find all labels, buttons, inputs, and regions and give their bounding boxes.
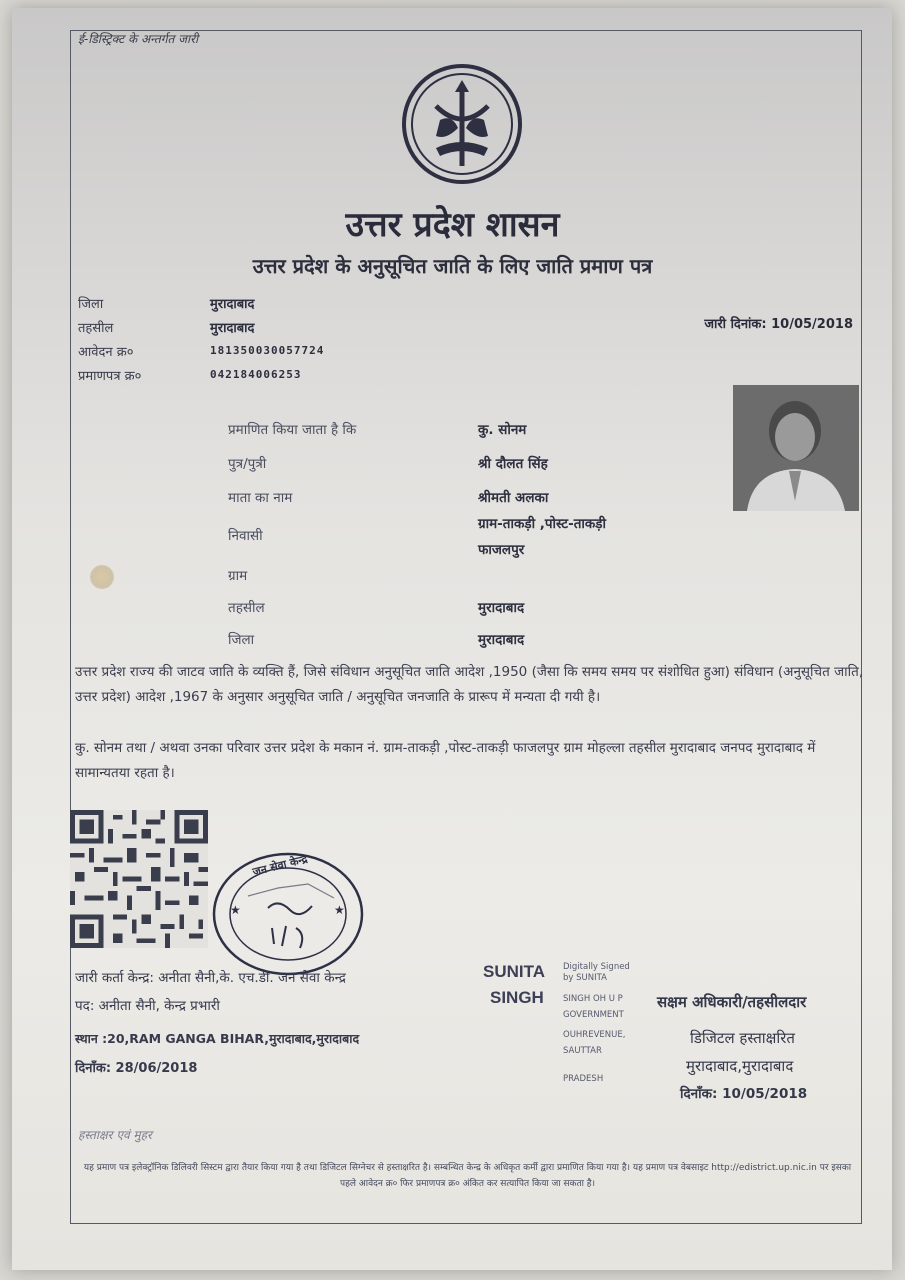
- field-label-tehsil: तहसील: [228, 600, 265, 616]
- field-label-certified: प्रमाणित किया जाता है कि: [228, 422, 357, 438]
- seal-text: जन सेवा केन्द्र: [251, 852, 309, 879]
- field-value-father: श्री दौलत सिंह: [478, 456, 548, 472]
- field-label-district: जिला: [228, 632, 255, 648]
- verification-qr-code: [70, 810, 208, 948]
- digital-sign-detail-1: Digitally Signed: [563, 962, 630, 972]
- issuer-post: पद: अनीता सैनी, केन्द्र प्रभारी: [75, 998, 220, 1014]
- digital-sign-detail-4: GOVERNMENT: [563, 1010, 624, 1020]
- field-label-village: ग्राम: [228, 568, 248, 584]
- meta-label-district: जिला: [78, 297, 104, 312]
- field-label-resident: निवासी: [228, 528, 263, 544]
- meta-value-certificate-no: 042184006253: [210, 368, 302, 381]
- svg-text:★: ★: [334, 903, 345, 917]
- digital-signer-last-name: SINGH: [490, 988, 544, 1007]
- meta-value-application-no: 181350030057724: [210, 344, 325, 357]
- meta-label-certificate-no: प्रमाणपत्र क्र०: [78, 369, 142, 384]
- signature-and-seal-label: हस्ताक्षर एवं मुहर: [78, 1128, 152, 1142]
- meta-value-district: मुरादाबाद: [210, 297, 255, 312]
- up-government-emblem: [400, 62, 524, 186]
- digital-sign-detail-7: PRADESH: [563, 1074, 604, 1084]
- verification-footer: यह प्रमाण पत्र इलेक्ट्रॉनिक डिलिवरी सिस्टम द्वारा तैयार किया गया है तथा डिजिटल सिग्नेचर से हस्ताक्षरित है। सम्बन्धित केन्द्र के अधिकृत कर्मी द्वारा प्रमाणित किया गया है। यह प्रमाण पत्र वेबसाइट http://edistrict.up.nic.in पर इसका पहले आवेदन क्र० फिर प्रमाणपत्र क्र० अंकित कर सत्यापित किया जा सकता है।: [83, 1163, 852, 1189]
- issuing-center: जारी कर्ता केन्द्र: अनीता सैनी,के. एच.डी. जन सेवा केन्द्र: [75, 970, 346, 986]
- field-value-name: कु. सोनम: [478, 422, 527, 438]
- meta-label-tehsil: तहसील: [78, 321, 114, 336]
- authority-place: मुरादाबाद,मुरादाबाद: [686, 1057, 794, 1075]
- meta-value-tehsil: मुरादाबाद: [210, 321, 255, 336]
- issuer-date: दिनाँक: 28/06/2018: [75, 1061, 198, 1076]
- digital-sign-detail-3: SINGH OH U P: [563, 994, 623, 1004]
- meta-label-application-no: आवेदन क्र०: [78, 345, 134, 360]
- digital-sign-detail-5: OUHREVENUE,: [563, 1030, 626, 1040]
- competent-authority: सक्षम अधिकारी/तहसीलदार: [657, 993, 807, 1011]
- field-value-district: मुरादाबाद: [478, 632, 525, 648]
- digitally-signed-label: डिजिटल हस्ताक्षरित: [690, 1029, 795, 1047]
- residence-paragraph: कु. सोनम तथा / अथवा उनका परिवार उत्तर प्रदेश के मकान नं. ग्राम-ताकड़ी ,पोस्ट-ताकड़ी फाजलपुर ग्राम मोहल्ला तहसील मुरादाबाद जनपद मुरादाबाद में सामान्यतया रहता है।: [75, 740, 816, 781]
- certificate-subtitle: उत्तर प्रदेश के अनुसूचित जाति के लिए जाति प्रमाण पत्र: [252, 254, 653, 278]
- field-label-mother: माता का नाम: [228, 490, 293, 506]
- digital-sign-detail-6: SAUTTAR: [563, 1046, 602, 1056]
- field-label-parent: पुत्र/पुत्री: [228, 456, 267, 472]
- issuer-place: स्थान :20,RAM GANGA BIHAR,मुरादाबाद,मुरादाबाद: [75, 1031, 360, 1046]
- field-value-resident-line2: फाजलपुर: [478, 542, 525, 558]
- applicant-photo: [733, 385, 859, 511]
- digital-signer-first-name: SUNITA: [483, 962, 546, 981]
- paper-stain: [90, 565, 114, 589]
- field-value-mother: श्रीमती अलका: [478, 490, 549, 506]
- edistrict-note: ई-डिस्ट्रिक्ट के अन्तर्गत जारी: [78, 32, 199, 46]
- issue-date: जारी दिनांक: 10/05/2018: [704, 317, 853, 332]
- field-value-tehsil: मुरादाबाद: [478, 600, 525, 616]
- svg-text:★: ★: [230, 903, 241, 917]
- field-value-resident: ग्राम-ताकड़ी ,पोस्ट-ताकड़ी: [478, 516, 606, 532]
- digital-sign-detail-2: by SUNITA: [563, 973, 607, 983]
- caste-declaration-paragraph: उत्तर प्रदेश राज्य की जाटव जाति के व्यक्ति हैं, जिसे संविधान अनुसूचित जाति आदेश ,1950 (जैसा कि समय समय पर संशोधित हुआ) संविधान (अनुसूचित जाति, उत्तर प्रदेश) आदेश ,1967 के अनुसार अनुसूचित जाति / अनुसूचित जनजाति के प्रारूप में मन्यता दी गयी है।: [75, 664, 864, 705]
- certificate-title: उत्तर प्रदेश शासन: [345, 205, 560, 245]
- authority-date: दिनाँक: 10/05/2018: [680, 1086, 808, 1102]
